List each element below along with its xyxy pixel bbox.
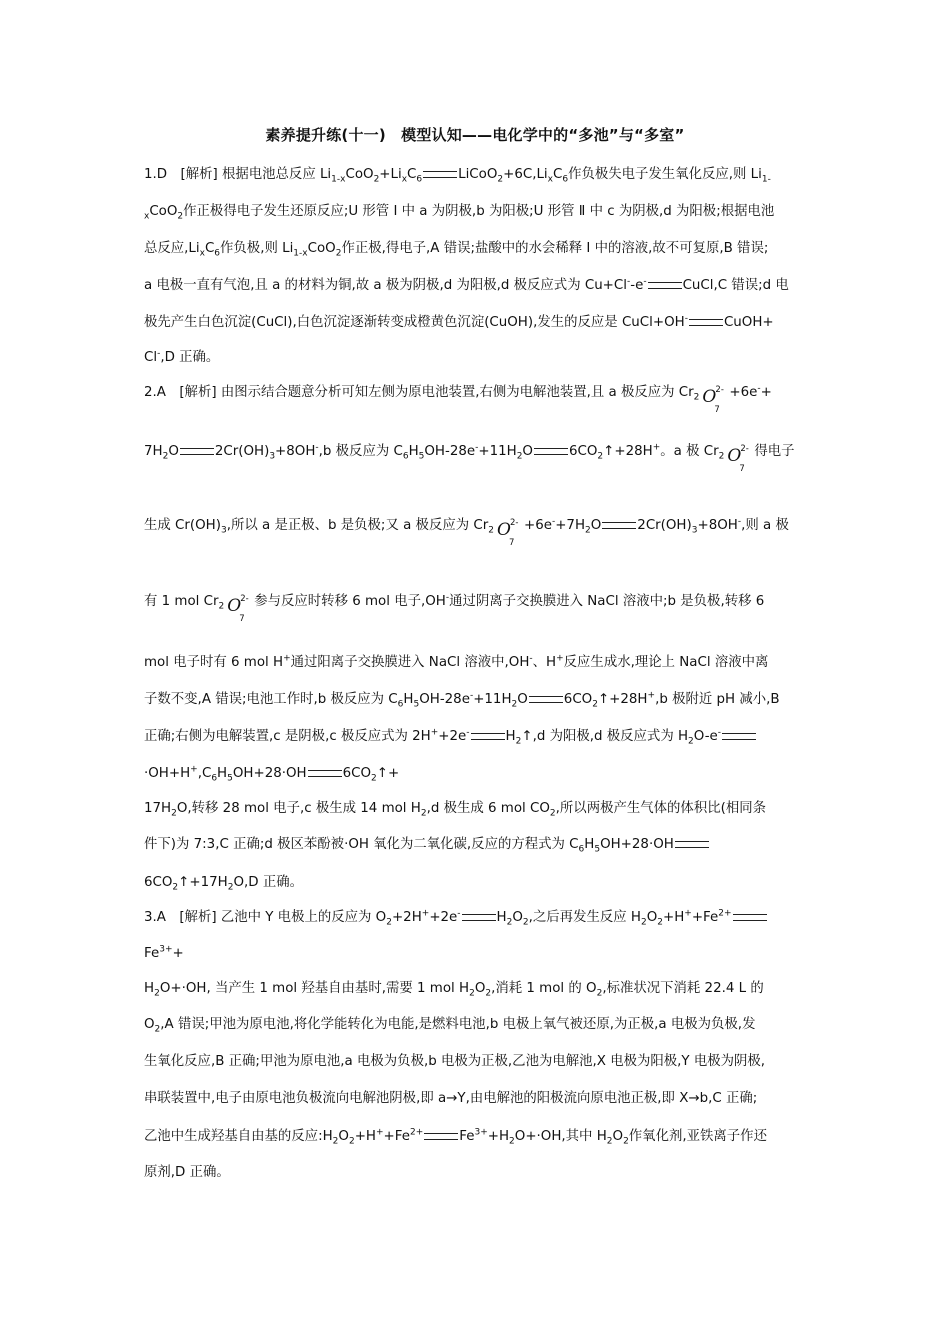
text-run: 有 1 mol Cr	[144, 594, 219, 609]
q2-line-9	[144, 800, 814, 818]
text-run: OH-28e	[419, 692, 470, 707]
q1-line-2	[144, 203, 814, 221]
text-run: +8OH	[275, 444, 316, 459]
text-run: +2H	[391, 910, 422, 925]
text-run: LiCoO	[458, 167, 498, 182]
subscript: 2	[485, 988, 492, 999]
text-run: 2-	[715, 385, 724, 395]
subscript: 3	[269, 451, 276, 462]
q3-line-7	[144, 1128, 814, 1146]
subscript: 2	[596, 988, 603, 999]
subscript: 2	[171, 808, 177, 819]
text-run: O+·OH, 当产生 1 mol 羟基自由基时,需要 1 mol H	[159, 981, 470, 996]
q2-line-8	[144, 765, 814, 783]
equals-sign-icon	[471, 733, 505, 740]
text-run: O	[227, 596, 242, 616]
text-run: 根据电池总反应 Li	[217, 167, 332, 182]
subscript: 2	[177, 211, 184, 222]
text-run: C	[552, 167, 563, 182]
equals-sign-icon	[722, 733, 756, 740]
subscript: 2	[172, 882, 179, 893]
subscript: 2	[162, 451, 169, 462]
q2-line-7	[144, 728, 814, 746]
subscript: 2	[597, 451, 604, 462]
text-run: 乙池中 Y 电极上的反应为 O	[216, 910, 387, 925]
text-run: ,C	[197, 766, 212, 781]
text-run: 正确;右侧为电解装置,c 是阴极,c 极反应式为 2H	[144, 729, 431, 744]
q2-line-10	[144, 836, 814, 854]
subscript: 3	[220, 525, 227, 536]
subscript: 6	[397, 699, 404, 710]
text-run: ·OH+H	[144, 766, 191, 781]
subscript: 2	[218, 601, 225, 612]
text-run: +2e	[429, 910, 458, 925]
superscript: -	[457, 908, 461, 919]
superscript: -	[684, 313, 688, 324]
text-run: CoO	[307, 241, 336, 256]
subscript: 2	[154, 1024, 161, 1035]
text-run: 通过阴离子交换膜进入 NaCl 溶液中;b 是负极,转移 6	[449, 594, 765, 609]
text-run: C	[204, 241, 215, 256]
subscript: 6	[416, 174, 423, 185]
text-run: 2-	[240, 594, 249, 604]
text-run: 子数不变,A 错误;电池工作时,b 极反应为 C	[144, 692, 398, 707]
subscript: 2	[640, 917, 647, 928]
superscript: -	[551, 516, 556, 527]
text-run: 由图示结合题意分析可知左侧为原电池装置,右侧为电解池装置,且 a 极反应为 Cr	[216, 385, 694, 400]
text-run: ,所以 a 是正极、b 是负极;又 a 极反应为 Cr	[226, 518, 489, 533]
text-run: O+·OH,其中 H	[514, 1129, 607, 1144]
text-run: 2-	[740, 444, 749, 454]
text-run: +11H	[478, 444, 517, 459]
subscript: 2	[585, 525, 591, 536]
text-run: 2Cr(OH)	[214, 444, 270, 459]
text-run: -e	[630, 278, 644, 293]
superscript: -	[717, 727, 722, 738]
text-run: +7H	[555, 518, 586, 533]
text-run: O	[612, 1129, 624, 1144]
text-run: ,D 正确。	[160, 350, 220, 365]
subscript: 2	[522, 917, 529, 928]
dichromate-ion-formula	[724, 443, 754, 474]
equals-sign-icon	[180, 448, 214, 455]
subscript: 2	[657, 917, 663, 928]
subscript: 2	[227, 882, 234, 893]
subscript: 1-x	[331, 174, 346, 185]
text-run: 7	[739, 464, 745, 474]
text-run: 7	[239, 614, 245, 624]
q2-line-6	[144, 691, 814, 709]
text-run: ↑+28H	[597, 692, 648, 707]
subscript: 6	[578, 844, 585, 855]
text-run: O	[474, 981, 486, 996]
superscript: -	[157, 348, 161, 359]
superscript: -	[626, 276, 631, 287]
superscript: -	[643, 276, 647, 287]
text-run: 串联装置中,电子由原电池负极流向电解池阴极,即 a→Y,由电解池的阳极流向原电池正极,即 X→b,C 正确;	[144, 1091, 758, 1106]
equals-sign-icon	[462, 914, 496, 921]
text-run: H	[144, 981, 155, 996]
text-run: a 电极一直有气泡,且 a 的材料为铜,故 a 极为阴极,d 为阳极,d 极反应式为 Cu+Cl	[144, 278, 627, 293]
subscript: x	[547, 174, 553, 185]
q1-line-6	[144, 349, 814, 367]
text-run: O	[702, 387, 717, 407]
text-run: 6CO	[568, 444, 598, 459]
superscript: +	[647, 690, 656, 701]
text-run: H	[496, 910, 507, 925]
text-run: ,A 错误;甲池为原电池,将化学能转化为电能,是燃料电池,b 电极上氧气被还原,为正极,a 电极为负极,发	[160, 1017, 756, 1032]
text-run: +Li	[379, 167, 402, 182]
text-run: 7	[714, 405, 720, 415]
text-run: 得电子	[754, 444, 795, 459]
text-run: 2Cr(OH)	[637, 518, 692, 533]
text-run: 极先产生白色沉淀(CuCl),白色沉淀逐渐转变成橙黄色沉淀(CuOH),发生的反应是 CuCl+OH	[144, 315, 685, 330]
text-run: ,之后再发生反应 H	[528, 910, 641, 925]
equals-sign-icon	[529, 696, 563, 703]
q1-line-1	[144, 166, 814, 184]
text-run: ,所以两极产生气体的体积比(相同条	[555, 801, 766, 816]
text-run: Cl	[144, 350, 158, 365]
text-run: O	[590, 518, 602, 533]
text-run: 作负极,则 Li	[220, 241, 294, 256]
text-run: O	[144, 1017, 155, 1032]
text-run: 作正极,得电子,A 错误;盐酸中的水会稀释 Ⅰ 中的溶液,故不可复原,B 错误;	[341, 241, 769, 256]
text-run: ↑+28H	[603, 444, 653, 459]
subscript: 5	[594, 844, 601, 855]
text-run: O	[517, 692, 528, 707]
text-run: mol 电子时有 6 mol H	[144, 655, 284, 670]
text-run: 生成 Cr(OH)	[144, 518, 221, 533]
q3-line-6	[144, 1090, 814, 1108]
dichromate-ion-formula	[494, 517, 524, 548]
text-run: Fe	[144, 946, 160, 961]
text-run: +Fe	[383, 1129, 410, 1144]
text-run: OH+28·OH	[600, 837, 674, 852]
text-run: +H	[662, 910, 685, 925]
text-run: 、H	[532, 655, 557, 670]
text-run: H	[584, 837, 595, 852]
page-title: 素养提升练(十一) 模型认知——电化学中的“多池”与“多室”	[265, 126, 685, 144]
text-run: OH+28·OH	[232, 766, 307, 781]
superscript: 2+	[718, 908, 732, 919]
text-run: +11H	[473, 692, 512, 707]
superscript: +	[375, 1127, 384, 1138]
subscript: 2	[549, 808, 556, 819]
text-run: O	[646, 910, 658, 925]
superscript: 3+	[159, 944, 173, 955]
q3-line-8	[144, 1164, 814, 1182]
text-run: 乙池中生成羟基自由基的反应:H	[144, 1129, 333, 1144]
subscript: 2	[348, 1136, 355, 1147]
text-run: ,d 极生成 6 mol CO	[426, 801, 550, 816]
subscript: 6	[211, 773, 218, 784]
q3-line-4	[144, 1016, 814, 1034]
text-run: O,D 正确。	[233, 875, 303, 890]
superscript: +	[652, 442, 661, 453]
text-run: 6CO	[144, 875, 173, 890]
text-run: CuCl,C 错误;d 电	[682, 278, 789, 293]
subscript: 2	[506, 917, 513, 928]
subscript: 2	[516, 451, 523, 462]
superscript: +	[556, 653, 564, 664]
superscript: -	[466, 727, 470, 738]
text-run: 17H	[144, 801, 172, 816]
subscript: x	[199, 248, 205, 259]
text-run: +2e	[438, 729, 467, 744]
subscript: 2	[718, 451, 725, 462]
subscript: 2	[335, 248, 342, 259]
equals-sign-icon	[534, 448, 568, 455]
text-run: ↑+	[376, 766, 400, 781]
superscript: -	[757, 383, 761, 394]
subscript: 6	[402, 451, 409, 462]
text-run: H	[505, 729, 516, 744]
superscript: -	[475, 442, 479, 453]
text-run: ,消耗 1 mol 的 O	[491, 981, 597, 996]
subscript: 2	[371, 773, 377, 784]
subscript: 2	[592, 699, 598, 710]
subscript: 2	[509, 1136, 515, 1147]
text-run: +	[172, 946, 184, 961]
q1-line-5	[144, 314, 814, 332]
text-run: 反应生成水,理论上 NaCl 溶液中离	[563, 655, 769, 670]
subscript: 2	[693, 392, 700, 403]
superscript: -	[737, 516, 742, 527]
subscript: 2	[511, 699, 518, 710]
equals-sign-icon	[733, 914, 767, 921]
text-run: 。a 极 Cr	[660, 444, 719, 459]
text-run: ,标准状况下消耗 22.4 L 的	[602, 981, 764, 996]
text-run: 参与反应时转移 6 mol 电子,OH	[254, 594, 446, 609]
superscript: +	[421, 908, 430, 919]
q2-line-11	[144, 874, 814, 892]
subscript: 2	[420, 808, 427, 819]
subscript: 5	[227, 773, 233, 784]
subscript: 2	[373, 174, 380, 185]
superscript: +	[430, 727, 439, 738]
subscript: 2	[469, 988, 475, 999]
superscript: 3+	[474, 1127, 488, 1138]
text-run: 7	[508, 538, 515, 548]
equals-sign-icon	[423, 171, 457, 178]
subscript: 3	[691, 525, 698, 536]
text-run: +H	[354, 1129, 376, 1144]
subscript: x	[144, 211, 150, 222]
text-run: O,转移 28 mol 电子,c 极生成 14 mol H	[176, 801, 421, 816]
q2-line-5	[144, 654, 814, 672]
superscript: -	[469, 690, 474, 701]
text-run: +H	[487, 1129, 510, 1144]
text-run: 2-	[509, 518, 519, 528]
text-run: +6C,Li	[503, 167, 548, 182]
text-run: O	[338, 1129, 349, 1144]
subscript: 2	[688, 736, 694, 747]
text-run: O	[522, 444, 533, 459]
text-run: 件下)为 7:3,C 正确;d 极区苯酚被·OH 氧化为二氧化碳,反应的方程式为 C	[144, 837, 579, 852]
subscript: 5	[418, 451, 425, 462]
text-run: ↑,d 为阳极,d 极反应式为 H	[521, 729, 689, 744]
text-run: +	[760, 385, 772, 400]
subscript: 2	[497, 174, 504, 185]
equals-sign-icon	[602, 522, 636, 529]
q3-label: 3.A [解析]	[144, 910, 217, 925]
subscript: 2	[606, 1136, 613, 1147]
text-run: 6CO	[563, 692, 593, 707]
superscript: 2+	[409, 1127, 424, 1138]
text-run: 生氧化反应,B 正确;甲池为原电池,a 电极为负极,b 电极为正极,乙池为电解池,X 电极为阳极,Y 电极为阴极,	[144, 1054, 766, 1069]
text-run: +6e	[523, 518, 552, 533]
subscript: x	[401, 174, 408, 185]
equals-sign-icon	[689, 319, 723, 326]
text-run: O-e	[693, 729, 718, 744]
text-run: ,b 极附近 pH 减小,B	[655, 692, 780, 707]
text-run: 作负极失电子发生氧化反应,则 Li	[568, 167, 762, 182]
text-run: 作正极得电子发生还原反应;U 形管 Ⅰ 中 a 为阴极,b 为阳极;U 形管 Ⅱ 中 c 为阴极,d 为阳极;根据电池	[183, 204, 775, 219]
equals-sign-icon	[675, 841, 709, 848]
superscript: +	[684, 908, 692, 919]
text-run: ↑+17H	[178, 875, 228, 890]
q1-line-4	[144, 277, 814, 295]
text-run: 6CO	[342, 766, 372, 781]
subscript: 2	[623, 1136, 629, 1147]
text-run: CoO	[345, 167, 374, 182]
superscript: -	[445, 592, 450, 603]
subscript: 2	[386, 917, 392, 928]
subscript: 2	[332, 1136, 339, 1147]
q2-line-3	[144, 516, 814, 548]
text-run: +8OH	[697, 518, 738, 533]
text-run: +Fe	[691, 910, 719, 925]
subscript: 1-x	[293, 248, 308, 259]
subscript: 5	[413, 699, 420, 710]
q1-line-3	[144, 240, 814, 258]
superscript: +	[283, 653, 291, 664]
q2-line-1	[144, 383, 814, 415]
text-run: 7H	[144, 444, 163, 459]
text-run: +6e	[729, 385, 758, 400]
text-run: CoO	[149, 204, 178, 219]
text-run: O	[496, 520, 511, 540]
subscript: 2	[515, 736, 522, 747]
text-run: 原剂,D 正确。	[144, 1165, 230, 1180]
q1-label: 1.D [解析]	[144, 167, 218, 182]
dichromate-ion-formula	[699, 384, 729, 415]
q3-line-1	[144, 909, 814, 927]
text-run: 通过阳离子交换膜进入 NaCl 溶液中,OH	[290, 655, 530, 670]
q3-line-5	[144, 1053, 814, 1071]
text-run: 作氧化剂,亚铁离子作还	[628, 1129, 767, 1144]
text-run: O	[168, 444, 179, 459]
equals-sign-icon	[648, 282, 682, 289]
text-run: H	[217, 766, 228, 781]
text-run: CuOH+	[723, 315, 774, 330]
text-run: C	[407, 167, 417, 182]
text-run: H	[408, 444, 419, 459]
text-run: H	[403, 692, 414, 707]
dichromate-ion-formula	[224, 593, 254, 624]
text-run: Fe	[459, 1129, 475, 1144]
equals-sign-icon	[308, 770, 342, 777]
q3-line-2	[144, 945, 814, 963]
text-run: O	[727, 446, 742, 466]
superscript: -	[315, 442, 319, 453]
equals-sign-icon	[424, 1133, 458, 1140]
q2-label: 2.A [解析]	[144, 385, 217, 400]
superscript: +	[190, 764, 198, 775]
subscript: 6	[214, 248, 221, 259]
text-run: O	[512, 910, 523, 925]
subscript: 2	[154, 988, 160, 999]
text-run: ,则 a 极	[741, 518, 789, 533]
q2-line-2	[144, 442, 814, 474]
subscript: 2	[488, 525, 494, 536]
q3-line-3	[144, 980, 814, 998]
subscript: 6	[562, 174, 569, 185]
superscript: -	[529, 653, 533, 664]
text-run: OH-28e	[424, 444, 476, 459]
q2-line-4	[144, 592, 814, 624]
subscript: 1-	[761, 174, 771, 185]
text-run: ,b 极反应为 C	[318, 444, 403, 459]
text-run: 总反应,Li	[144, 241, 200, 256]
